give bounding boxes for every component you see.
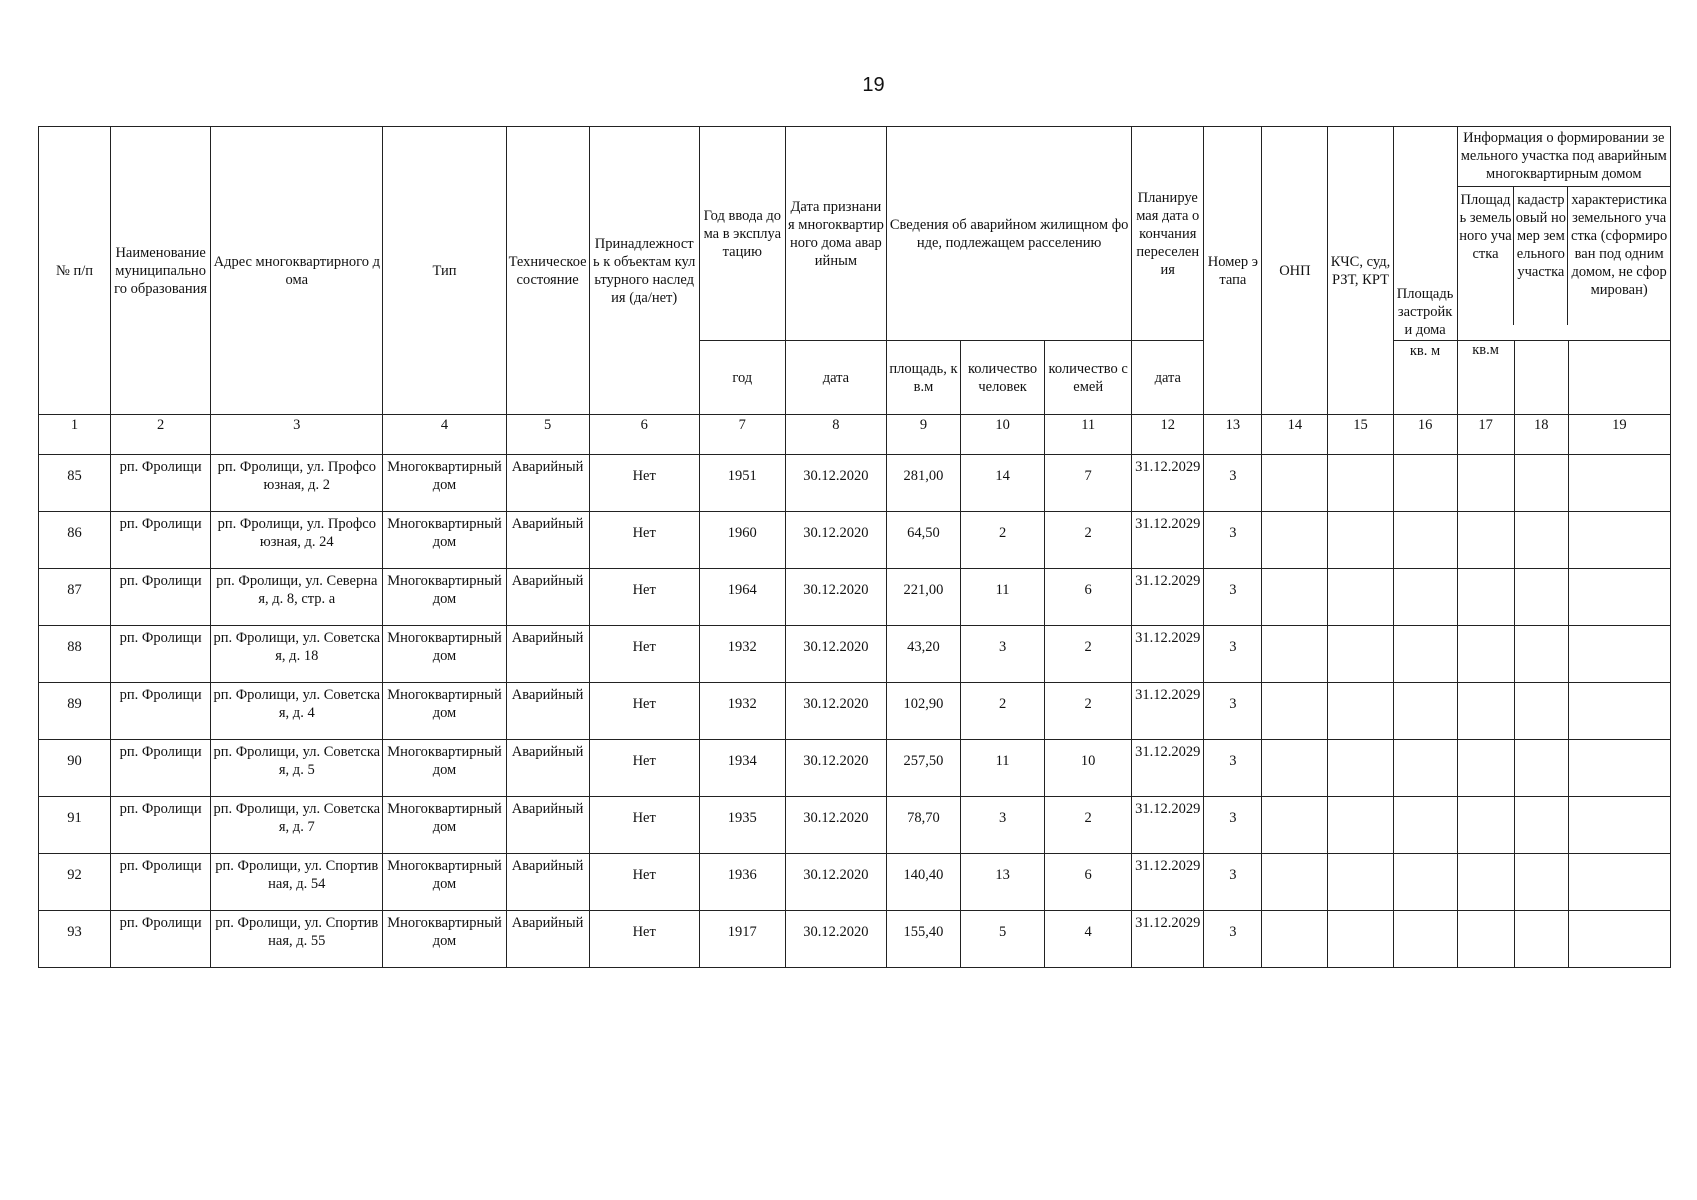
row-empty-cell [1568, 512, 1670, 569]
row-empty-cell [1262, 797, 1328, 854]
header-sub-date: дата [785, 341, 886, 415]
header-land-characteristic [1568, 341, 1670, 415]
row-empty-cell [1393, 512, 1457, 569]
header-number: № п/п [39, 127, 111, 415]
row-people: 13 [961, 854, 1045, 911]
header-emergency-date: Дата признания многоквартирного дома аварийным [785, 127, 886, 341]
row-area: 102,90 [886, 683, 960, 740]
row-empty-cell [1457, 512, 1514, 569]
row-empty-cell [1393, 455, 1457, 512]
row-technical-state: Аварийный [506, 569, 589, 626]
row-emergency-date: 30.12.2020 [785, 797, 886, 854]
header-land-area [1457, 341, 1514, 415]
row-type: Многоквартирный дом [383, 740, 506, 797]
row-empty-cell [1514, 455, 1568, 512]
row-address: рп. Фролищи, ул. Северная, д. 8, стр. а [211, 569, 383, 626]
row-municipality: рп. Фролищи [111, 740, 211, 797]
row-area: 221,00 [886, 569, 960, 626]
row-empty-cell [1328, 626, 1393, 683]
row-address: рп. Фролищи, ул. Советская, д. 7 [211, 797, 383, 854]
row-heritage: Нет [589, 626, 699, 683]
row-year: 1932 [699, 683, 785, 740]
row-type: Многоквартирный дом [383, 854, 506, 911]
row-stage: 3 [1204, 569, 1262, 626]
row-number: 92 [39, 854, 111, 911]
row-empty-cell [1262, 512, 1328, 569]
column-number: 11 [1045, 415, 1132, 455]
row-people: 3 [961, 626, 1045, 683]
row-municipality: рп. Фролищи [111, 512, 211, 569]
row-year: 1951 [699, 455, 785, 512]
row-emergency-date: 30.12.2020 [785, 569, 886, 626]
row-area: 43,20 [886, 626, 960, 683]
row-plan-date: 31.12.2029 [1132, 740, 1204, 797]
row-families: 10 [1045, 740, 1132, 797]
row-technical-state: Аварийный [506, 455, 589, 512]
header-type: Тип [383, 127, 506, 415]
row-heritage: Нет [589, 569, 699, 626]
header-planned-date: Планируемая дата окончания переселения [1132, 127, 1204, 341]
header-sub-families: количество семей [1045, 341, 1132, 415]
row-empty-cell [1568, 740, 1670, 797]
row-heritage: Нет [589, 911, 699, 968]
row-families: 2 [1045, 512, 1132, 569]
header-cadastral [1514, 341, 1568, 415]
row-heritage: Нет [589, 740, 699, 797]
header-address: Адрес многоквартирного дома [211, 127, 383, 415]
row-empty-cell [1393, 626, 1457, 683]
header-building-area: Площадь застройки дома [1393, 127, 1457, 341]
row-area: 281,00 [886, 455, 960, 512]
row-number: 86 [39, 512, 111, 569]
row-empty-cell [1328, 683, 1393, 740]
row-people: 11 [961, 740, 1045, 797]
row-empty-cell [1262, 854, 1328, 911]
column-number: 10 [961, 415, 1045, 455]
row-type: Многоквартирный дом [383, 512, 506, 569]
header-sub-people: количество человек [961, 341, 1045, 415]
column-number: 16 [1393, 415, 1457, 455]
row-address: рп. Фролищи, ул. Советская, д. 4 [211, 683, 383, 740]
row-people: 11 [961, 569, 1045, 626]
row-empty-cell [1514, 797, 1568, 854]
row-emergency-date: 30.12.2020 [785, 626, 886, 683]
column-number: 2 [111, 415, 211, 455]
row-plan-date: 31.12.2029 [1132, 797, 1204, 854]
row-plan-date: 31.12.2029 [1132, 512, 1204, 569]
row-empty-cell [1328, 569, 1393, 626]
row-empty-cell [1568, 569, 1670, 626]
row-families: 6 [1045, 569, 1132, 626]
row-people: 2 [961, 683, 1045, 740]
row-empty-cell [1328, 740, 1393, 797]
row-technical-state: Аварийный [506, 797, 589, 854]
row-type: Многоквартирный дом [383, 569, 506, 626]
header-stage-number: Номер этапа [1204, 127, 1262, 415]
row-plan-date: 31.12.2029 [1132, 854, 1204, 911]
row-heritage: Нет [589, 854, 699, 911]
row-empty-cell [1514, 683, 1568, 740]
row-empty-cell [1514, 911, 1568, 968]
row-empty-cell [1568, 854, 1670, 911]
land-area-header: Площадь земельного участка [1458, 187, 1515, 325]
row-empty-cell [1457, 626, 1514, 683]
row-stage: 3 [1204, 911, 1262, 968]
column-number: 3 [211, 415, 383, 455]
row-municipality: рп. Фролищи [111, 797, 211, 854]
row-address: рп. Фролищи, ул. Профсоюзная, д. 24 [211, 512, 383, 569]
row-number: 85 [39, 455, 111, 512]
column-number: 4 [383, 415, 506, 455]
row-stage: 3 [1204, 455, 1262, 512]
row-type: Многоквартирный дом [383, 683, 506, 740]
land-plot-sub-headers [1458, 187, 1670, 325]
row-plan-date: 31.12.2029 [1132, 683, 1204, 740]
row-empty-cell [1457, 740, 1514, 797]
column-number: 7 [699, 415, 785, 455]
row-empty-cell [1514, 512, 1568, 569]
table-row [39, 683, 1671, 740]
row-families: 4 [1045, 911, 1132, 968]
header-year-built: Год ввода дома в эксплуатацию [699, 127, 785, 341]
row-heritage: Нет [589, 455, 699, 512]
table-row [39, 911, 1671, 968]
row-empty-cell [1568, 626, 1670, 683]
row-emergency-date: 30.12.2020 [785, 455, 886, 512]
row-empty-cell [1328, 455, 1393, 512]
row-empty-cell [1457, 569, 1514, 626]
row-technical-state: Аварийный [506, 911, 589, 968]
row-heritage: Нет [589, 683, 699, 740]
row-year: 1964 [699, 569, 785, 626]
row-empty-cell [1393, 911, 1457, 968]
row-address: рп. Фролищи, ул. Спортивная, д. 55 [211, 911, 383, 968]
row-year: 1936 [699, 854, 785, 911]
row-stage: 3 [1204, 512, 1262, 569]
header-sub-area: площадь, кв.м [886, 341, 960, 415]
row-stage: 3 [1204, 797, 1262, 854]
row-empty-cell [1457, 797, 1514, 854]
row-year: 1917 [699, 911, 785, 968]
row-families: 2 [1045, 797, 1132, 854]
row-area: 78,70 [886, 797, 960, 854]
column-number: 19 [1568, 415, 1670, 455]
row-stage: 3 [1204, 683, 1262, 740]
row-empty-cell [1262, 683, 1328, 740]
row-empty-cell [1568, 911, 1670, 968]
row-stage: 3 [1204, 740, 1262, 797]
row-number: 91 [39, 797, 111, 854]
row-empty-cell [1514, 854, 1568, 911]
row-number: 89 [39, 683, 111, 740]
row-number: 88 [39, 626, 111, 683]
column-number: 13 [1204, 415, 1262, 455]
row-empty-cell [1393, 740, 1457, 797]
row-emergency-date: 30.12.2020 [785, 854, 886, 911]
row-technical-state: Аварийный [506, 740, 589, 797]
row-families: 2 [1045, 626, 1132, 683]
row-heritage: Нет [589, 512, 699, 569]
row-people: 5 [961, 911, 1045, 968]
row-municipality: рп. Фролищи [111, 854, 211, 911]
row-families: 7 [1045, 455, 1132, 512]
row-number: 90 [39, 740, 111, 797]
header-resettlement-info: Сведения об аварийном жилищном фонде, подлежащем расселению [886, 127, 1131, 341]
table-row [39, 797, 1671, 854]
row-area: 155,40 [886, 911, 960, 968]
row-municipality: рп. Фролищи [111, 455, 211, 512]
row-technical-state: Аварийный [506, 626, 589, 683]
row-families: 6 [1045, 854, 1132, 911]
row-empty-cell [1328, 854, 1393, 911]
header-kchs: КЧС, суд, РЗТ, КРТ [1328, 127, 1393, 415]
row-emergency-date: 30.12.2020 [785, 512, 886, 569]
header-onp: ОНП [1262, 127, 1328, 415]
column-number-row [39, 415, 1671, 455]
row-empty-cell [1457, 683, 1514, 740]
row-address: рп. Фролищи, ул. Советская, д. 5 [211, 740, 383, 797]
row-plan-date: 31.12.2029 [1132, 911, 1204, 968]
row-empty-cell [1568, 797, 1670, 854]
table-row [39, 740, 1671, 797]
row-type: Многоквартирный дом [383, 626, 506, 683]
page-number: 19 [862, 74, 885, 96]
row-empty-cell [1457, 854, 1514, 911]
row-empty-cell [1514, 626, 1568, 683]
row-technical-state: Аварийный [506, 683, 589, 740]
row-address: рп. Фролищи, ул. Профсоюзная, д. 2 [211, 455, 383, 512]
row-empty-cell [1328, 911, 1393, 968]
row-year: 1934 [699, 740, 785, 797]
row-empty-cell [1393, 797, 1457, 854]
row-number: 87 [39, 569, 111, 626]
header-sub-year: год [699, 341, 785, 415]
row-municipality: рп. Фролищи [111, 911, 211, 968]
row-area: 64,50 [886, 512, 960, 569]
row-people: 2 [961, 512, 1045, 569]
land-plot-info-title: Информация о формировании земельного участка под аварийным многоквартирным домом [1458, 127, 1670, 187]
row-families: 2 [1045, 683, 1132, 740]
row-empty-cell [1262, 455, 1328, 512]
row-empty-cell [1262, 626, 1328, 683]
row-empty-cell [1514, 569, 1568, 626]
emergency-housing-table [38, 126, 1671, 968]
row-people: 14 [961, 455, 1045, 512]
table-row [39, 569, 1671, 626]
column-number: 9 [886, 415, 960, 455]
table-row [39, 512, 1671, 569]
row-number: 93 [39, 911, 111, 968]
header-land-plot-info [1457, 127, 1670, 341]
row-type: Многоквартирный дом [383, 911, 506, 968]
header-sub-building-area-unit: кв. м [1393, 341, 1457, 415]
row-plan-date: 31.12.2029 [1132, 455, 1204, 512]
row-emergency-date: 30.12.2020 [785, 683, 886, 740]
column-number: 14 [1262, 415, 1328, 455]
row-year: 1935 [699, 797, 785, 854]
table-row [39, 455, 1671, 512]
column-number: 5 [506, 415, 589, 455]
row-empty-cell [1393, 854, 1457, 911]
row-emergency-date: 30.12.2020 [785, 911, 886, 968]
row-people: 3 [961, 797, 1045, 854]
column-number: 6 [589, 415, 699, 455]
row-empty-cell [1262, 569, 1328, 626]
row-heritage: Нет [589, 797, 699, 854]
column-number: 8 [785, 415, 886, 455]
row-technical-state: Аварийный [506, 854, 589, 911]
row-technical-state: Аварийный [506, 512, 589, 569]
row-municipality: рп. Фролищи [111, 626, 211, 683]
row-type: Многоквартирный дом [383, 455, 506, 512]
land-characteristic-header: характеристика земельного участка (сформирован под одним домом, не сформирован) [1571, 192, 1668, 298]
row-year: 1960 [699, 512, 785, 569]
row-empty-cell [1328, 512, 1393, 569]
header-sub-plan-date: дата [1132, 341, 1204, 415]
row-area: 257,50 [886, 740, 960, 797]
row-empty-cell [1457, 455, 1514, 512]
header-cultural-heritage: Принадлежность к объектам культурного наследия (да/нет) [589, 127, 699, 415]
row-empty-cell [1457, 911, 1514, 968]
row-empty-cell [1568, 683, 1670, 740]
row-empty-cell [1262, 911, 1328, 968]
column-number: 17 [1457, 415, 1514, 455]
row-year: 1932 [699, 626, 785, 683]
row-stage: 3 [1204, 854, 1262, 911]
table-row [39, 626, 1671, 683]
row-empty-cell [1328, 797, 1393, 854]
header-land-area-label: кв.м [1472, 342, 1499, 358]
row-address: рп. Фролищи, ул. Советская, д. 18 [211, 626, 383, 683]
row-stage: 3 [1204, 626, 1262, 683]
column-number: 15 [1328, 415, 1393, 455]
row-plan-date: 31.12.2029 [1132, 569, 1204, 626]
row-plan-date: 31.12.2029 [1132, 626, 1204, 683]
header-technical-state: Техническое состояние [506, 127, 589, 415]
row-type: Многоквартирный дом [383, 797, 506, 854]
row-empty-cell [1393, 569, 1457, 626]
row-empty-cell [1262, 740, 1328, 797]
row-empty-cell [1568, 455, 1670, 512]
header-municipality: Наименование муниципального образования [111, 127, 211, 415]
column-number: 18 [1514, 415, 1568, 455]
row-empty-cell [1514, 740, 1568, 797]
row-municipality: рп. Фролищи [111, 569, 211, 626]
cadastral-header: кадастровый номер земельного участка [1514, 187, 1568, 325]
row-emergency-date: 30.12.2020 [785, 740, 886, 797]
table-row [39, 854, 1671, 911]
row-address: рп. Фролищи, ул. Спортивная, д. 54 [211, 854, 383, 911]
row-empty-cell [1393, 683, 1457, 740]
row-area: 140,40 [886, 854, 960, 911]
column-number: 12 [1132, 415, 1204, 455]
row-municipality: рп. Фролищи [111, 683, 211, 740]
column-number: 1 [39, 415, 111, 455]
